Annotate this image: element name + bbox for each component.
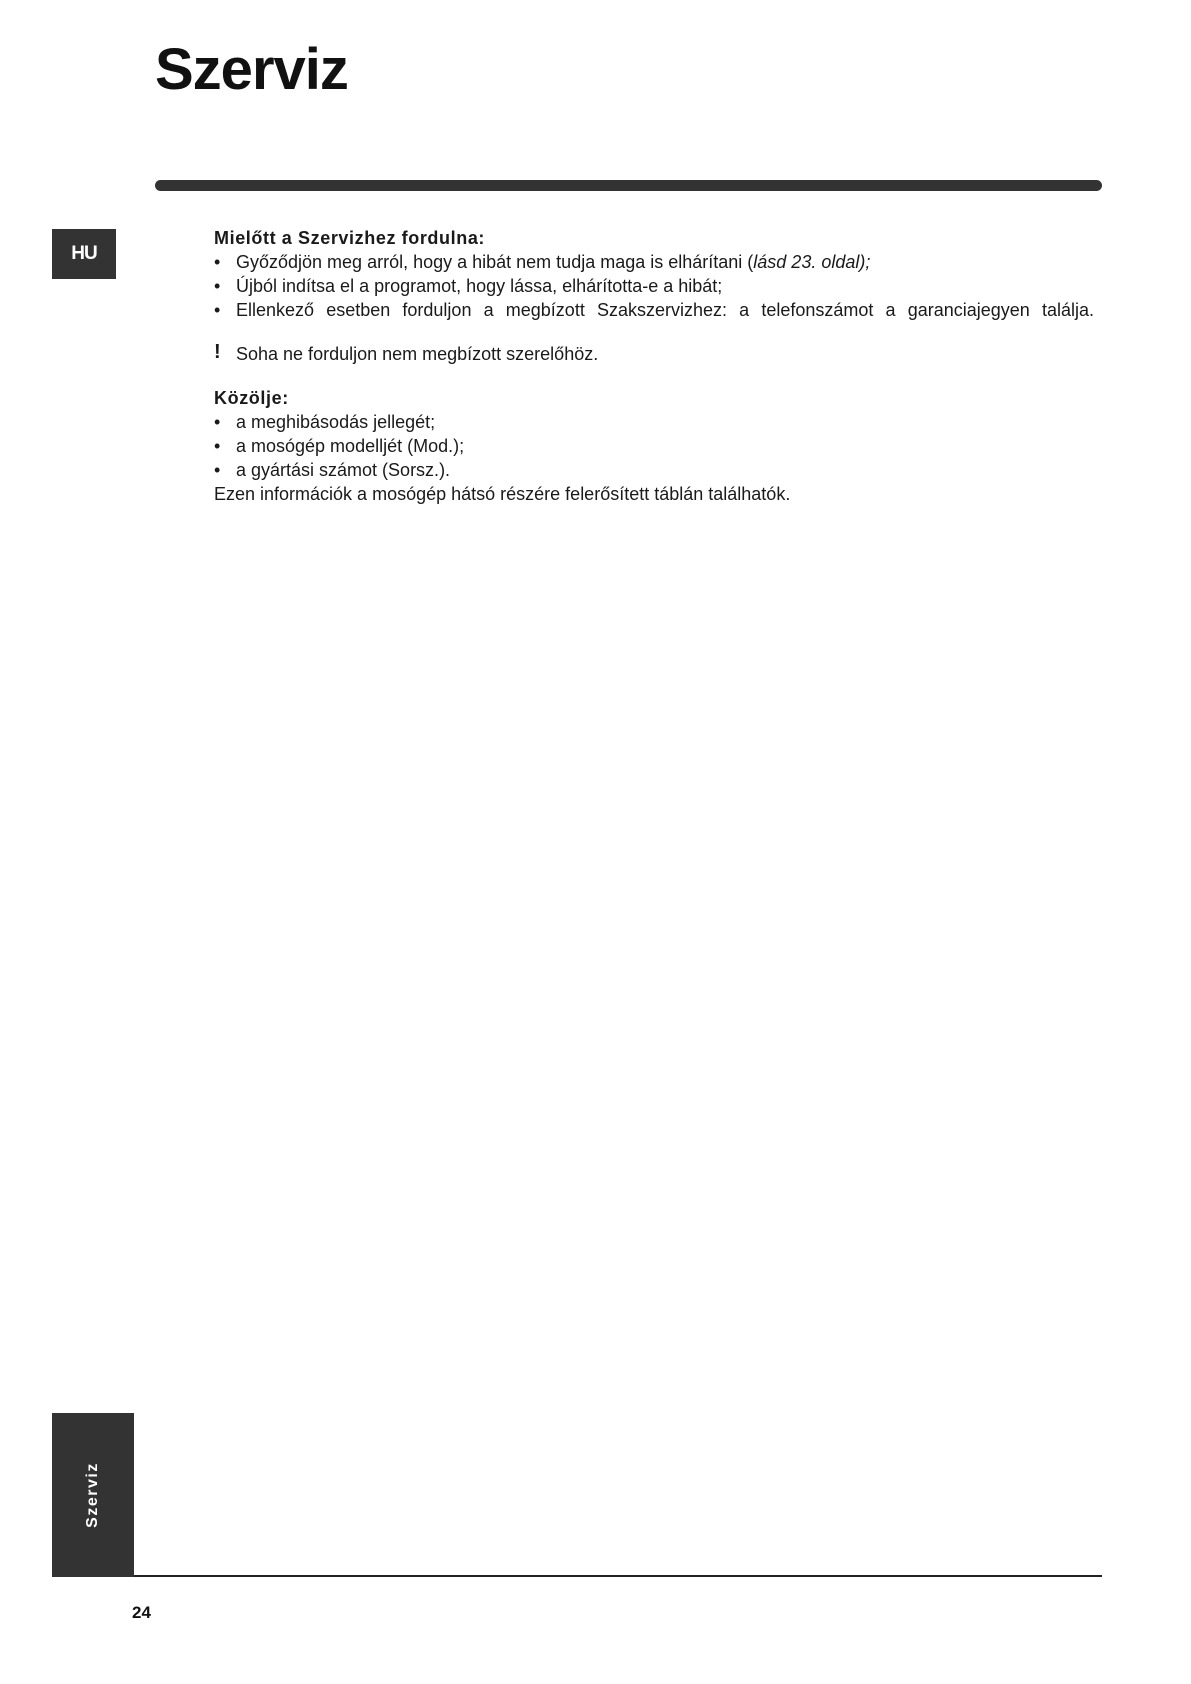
list-item: • Újból indítsa el a programot, hogy lássa, elhárította-e a hibát; <box>214 276 723 296</box>
before-service-list <box>214 250 1094 322</box>
warning-note <box>214 342 1094 366</box>
bullet-icon: • <box>214 460 221 480</box>
list-item: • a mosógép modelljét (Mod.); <box>214 436 465 456</box>
report-footer: Ezen információk a mosógép hátsó részére felerősített táblán találhatók. <box>214 484 791 504</box>
before-service-heading: Mielőtt a Szervizhez fordulna: <box>214 228 486 248</box>
main-content <box>214 226 1094 506</box>
bullet-icon: • <box>214 300 221 320</box>
footer-rule <box>134 1575 1102 1577</box>
bullet-icon: • <box>214 252 221 272</box>
section-side-tab <box>52 1413 134 1577</box>
section-side-label: Szerviz <box>84 1462 101 1528</box>
report-list <box>214 410 1094 482</box>
page-title: Szerviz <box>155 37 348 102</box>
list-item: • Ellenkező esetben forduljon a megbízott Szakszervizhez: a telefonszámot a garanciajegyen találja. <box>214 300 1094 320</box>
report-heading: Közölje: <box>214 388 289 408</box>
list-item: • a gyártási számot (Sorsz.). <box>214 460 451 480</box>
warning-text: Soha ne forduljon nem megbízott szerelőhöz. <box>236 344 599 364</box>
warning-icon: ! <box>214 341 221 363</box>
page-number: 24 <box>132 1603 151 1622</box>
language-tab: HU <box>52 229 116 279</box>
bullet-icon: • <box>214 412 221 432</box>
bullet-icon: • <box>214 436 221 456</box>
bullet-icon: • <box>214 276 221 296</box>
list-item: • Győződjön meg arról, hogy a hibát nem tudja maga is elhárítani (lásd 23. oldal); <box>214 252 871 272</box>
list-item: • a meghibásodás jellegét; <box>214 412 436 432</box>
header-rule <box>155 180 1102 191</box>
